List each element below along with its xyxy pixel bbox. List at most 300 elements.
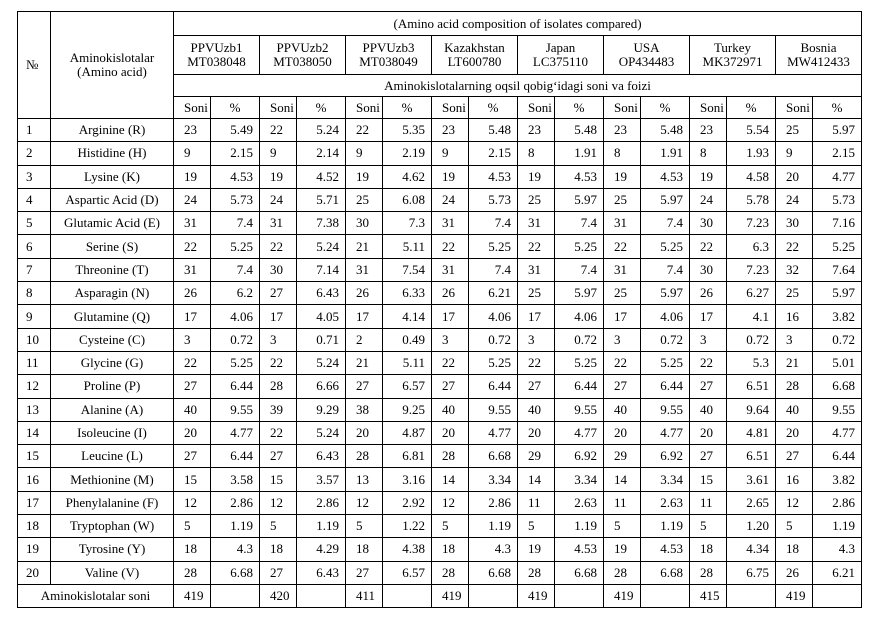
count-cell: 25 <box>604 188 641 211</box>
percent-cell: 6.75 <box>727 561 776 584</box>
isolate-name: Kazakhstan <box>444 40 505 55</box>
count-cell: 27 <box>690 375 727 398</box>
count-cell: 20 <box>346 421 383 444</box>
table-row <box>18 328 862 351</box>
percent-cell: 5.25 <box>469 351 518 374</box>
percent-cell: 4.53 <box>555 165 604 188</box>
count-cell: 18 <box>174 538 211 561</box>
amino-acid-name: Arginine (R) <box>51 119 174 142</box>
percent-cell: 7.64 <box>813 258 862 281</box>
count-cell: 14 <box>604 468 641 491</box>
amino-acid-header <box>51 12 174 119</box>
count-cell: 18 <box>690 538 727 561</box>
count-cell: 39 <box>260 398 297 421</box>
percent-cell: 5.24 <box>297 235 346 258</box>
soni-column-header: Soni <box>518 97 555 119</box>
percent-cell: 7.4 <box>555 212 604 235</box>
count-cell: 32 <box>776 258 813 281</box>
percent-cell: 0.72 <box>555 328 604 351</box>
amino-acid-name: Serine (S) <box>51 235 174 258</box>
count-cell: 26 <box>690 282 727 305</box>
count-cell: 22 <box>432 235 469 258</box>
row-number: 19 <box>18 538 51 561</box>
table-row <box>18 188 862 211</box>
isolate-header <box>604 36 690 75</box>
count-cell: 25 <box>518 282 555 305</box>
percent-cell: 5.97 <box>813 282 862 305</box>
count-cell: 20 <box>604 421 641 444</box>
amino-acid-header-line2: (Amino acid) <box>77 64 147 79</box>
percent-cell: 9.55 <box>211 398 260 421</box>
amino-acid-name: Histidine (H) <box>51 142 174 165</box>
count-cell: 27 <box>690 445 727 468</box>
percent-cell: 4.62 <box>383 165 432 188</box>
count-cell: 23 <box>690 119 727 142</box>
count-cell: 27 <box>346 561 383 584</box>
isolate-header <box>690 36 776 75</box>
count-cell: 24 <box>432 188 469 211</box>
count-cell: 25 <box>776 282 813 305</box>
count-cell: 27 <box>174 445 211 468</box>
soni-column-header: Soni <box>346 97 383 119</box>
percent-cell: 9.55 <box>641 398 690 421</box>
count-cell: 23 <box>604 119 641 142</box>
percent-cell: 5.48 <box>555 119 604 142</box>
soni-column-header: Soni <box>174 97 211 119</box>
percent-cell: 4.05 <box>297 305 346 328</box>
table-row <box>18 468 862 491</box>
count-cell: 40 <box>432 398 469 421</box>
document-page <box>17 11 862 608</box>
count-cell: 19 <box>432 165 469 188</box>
percent-cell: 2.86 <box>813 491 862 514</box>
count-cell: 26 <box>174 282 211 305</box>
percent-cell: 4.06 <box>469 305 518 328</box>
percent-cell: 2.19 <box>383 142 432 165</box>
count-cell: 22 <box>518 235 555 258</box>
row-number: 4 <box>18 188 51 211</box>
percent-cell: 5.25 <box>641 351 690 374</box>
percent-cell: 6.57 <box>383 561 432 584</box>
percent-cell: 5.25 <box>813 235 862 258</box>
percent-cell: 4.53 <box>641 538 690 561</box>
isolate-name: Turkey <box>713 40 752 55</box>
count-cell: 18 <box>346 538 383 561</box>
count-cell: 14 <box>518 468 555 491</box>
percent-cell: 5.97 <box>813 119 862 142</box>
percent-cell: 2.15 <box>469 142 518 165</box>
percent-cell: 5.35 <box>383 119 432 142</box>
count-cell: 38 <box>346 398 383 421</box>
percent-cell: 1.22 <box>383 515 432 538</box>
count-cell: 8 <box>690 142 727 165</box>
percent-column-header: % <box>383 97 432 119</box>
percent-cell: 4.34 <box>727 538 776 561</box>
count-cell: 27 <box>604 375 641 398</box>
percent-cell: 4.3 <box>469 538 518 561</box>
percent-cell: 3.61 <box>727 468 776 491</box>
percent-cell: 2.15 <box>813 142 862 165</box>
amino-acid-name: Leucine (L) <box>51 445 174 468</box>
isolate-header <box>260 36 346 75</box>
count-cell: 28 <box>604 561 641 584</box>
count-cell: 40 <box>174 398 211 421</box>
row-number: 10 <box>18 328 51 351</box>
percent-column-header: % <box>727 97 776 119</box>
count-cell: 11 <box>690 491 727 514</box>
count-cell: 12 <box>174 491 211 514</box>
percent-cell: 9.64 <box>727 398 776 421</box>
total-count: 419 <box>174 584 211 607</box>
count-cell: 28 <box>174 561 211 584</box>
percent-cell: 4.14 <box>383 305 432 328</box>
percent-cell: 5.25 <box>555 351 604 374</box>
count-cell: 27 <box>432 375 469 398</box>
count-cell: 28 <box>432 561 469 584</box>
count-cell: 19 <box>518 538 555 561</box>
percent-cell: 0.72 <box>641 328 690 351</box>
count-cell: 26 <box>776 561 813 584</box>
table-row <box>18 375 862 398</box>
count-cell: 29 <box>518 445 555 468</box>
count-cell: 22 <box>690 351 727 374</box>
percent-cell: 6.57 <box>383 375 432 398</box>
count-cell: 40 <box>776 398 813 421</box>
count-cell: 23 <box>174 119 211 142</box>
count-cell: 22 <box>174 351 211 374</box>
count-cell: 26 <box>346 282 383 305</box>
percent-cell: 7.4 <box>469 258 518 281</box>
percent-cell: 7.4 <box>469 212 518 235</box>
table-row <box>18 538 862 561</box>
percent-cell: 3.34 <box>555 468 604 491</box>
total-empty-cell <box>383 584 432 607</box>
table-row <box>18 561 862 584</box>
percent-cell: 6.44 <box>211 445 260 468</box>
count-cell: 22 <box>604 351 641 374</box>
isolate-accession: LC375110 <box>532 54 589 69</box>
count-cell: 22 <box>690 235 727 258</box>
percent-cell: 5.97 <box>555 282 604 305</box>
percent-cell: 4.3 <box>813 538 862 561</box>
count-cell: 9 <box>776 142 813 165</box>
amino-acid-name: Valine (V) <box>51 561 174 584</box>
percent-column-header: % <box>297 97 346 119</box>
count-cell: 12 <box>432 491 469 514</box>
count-cell: 12 <box>260 491 297 514</box>
percent-cell: 7.4 <box>211 258 260 281</box>
table-row <box>18 282 862 305</box>
count-cell: 40 <box>690 398 727 421</box>
isolate-name: Japan <box>545 40 576 55</box>
count-cell: 21 <box>346 351 383 374</box>
table-row <box>18 445 862 468</box>
count-cell: 20 <box>174 421 211 444</box>
percent-cell: 4.81 <box>727 421 776 444</box>
percent-cell: 2.65 <box>727 491 776 514</box>
amino-acid-name: Tyrosine (Y) <box>51 538 174 561</box>
total-label: Aminokislotalar soni <box>18 584 174 607</box>
count-cell: 5 <box>260 515 297 538</box>
percent-cell: 1.19 <box>211 515 260 538</box>
total-count: 419 <box>518 584 555 607</box>
row-number: 13 <box>18 398 51 421</box>
percent-cell: 7.54 <box>383 258 432 281</box>
count-cell: 24 <box>174 188 211 211</box>
isolate-name: PPVUzb2 <box>276 40 329 55</box>
percent-cell: 6.43 <box>297 282 346 305</box>
count-cell: 22 <box>260 351 297 374</box>
soni-column-header: Soni <box>690 97 727 119</box>
percent-cell: 4.77 <box>813 421 862 444</box>
percent-cell: 4.77 <box>469 421 518 444</box>
count-cell: 26 <box>432 282 469 305</box>
count-cell: 40 <box>604 398 641 421</box>
percent-cell: 5.48 <box>469 119 518 142</box>
percent-cell: 1.19 <box>641 515 690 538</box>
amino-acid-name: Tryptophan (W) <box>51 515 174 538</box>
total-count: 419 <box>432 584 469 607</box>
percent-cell: 6.2 <box>211 282 260 305</box>
count-cell: 30 <box>690 212 727 235</box>
percent-column-header: % <box>469 97 518 119</box>
total-empty-cell <box>469 584 518 607</box>
count-cell: 15 <box>174 468 211 491</box>
percent-cell: 6.3 <box>727 235 776 258</box>
count-cell: 27 <box>260 561 297 584</box>
count-cell: 22 <box>260 421 297 444</box>
isolate-accession: MT038048 <box>187 54 246 69</box>
percent-cell: 1.19 <box>813 515 862 538</box>
percent-cell: 5.71 <box>297 188 346 211</box>
row-number: 9 <box>18 305 51 328</box>
count-cell: 20 <box>690 421 727 444</box>
amino-acid-name: Isoleucine (I) <box>51 421 174 444</box>
count-cell: 25 <box>776 119 813 142</box>
percent-cell: 6.92 <box>641 445 690 468</box>
percent-cell: 5.73 <box>813 188 862 211</box>
count-cell: 30 <box>776 212 813 235</box>
percent-cell: 6.51 <box>727 375 776 398</box>
count-cell: 27 <box>260 282 297 305</box>
count-cell: 29 <box>604 445 641 468</box>
percent-cell: 7.38 <box>297 212 346 235</box>
amino-acid-name: Lysine (K) <box>51 165 174 188</box>
percent-cell: 5.01 <box>813 351 862 374</box>
amino-acid-table <box>17 11 862 608</box>
percent-cell: 5.54 <box>727 119 776 142</box>
count-cell: 30 <box>690 258 727 281</box>
percent-cell: 5.97 <box>555 188 604 211</box>
count-cell: 3 <box>690 328 727 351</box>
row-number: 1 <box>18 119 51 142</box>
count-cell: 40 <box>518 398 555 421</box>
row-number: 14 <box>18 421 51 444</box>
percent-cell: 6.21 <box>813 561 862 584</box>
count-cell: 15 <box>260 468 297 491</box>
percent-cell: 6.44 <box>555 375 604 398</box>
percent-cell: 4.87 <box>383 421 432 444</box>
count-cell: 19 <box>604 538 641 561</box>
count-cell: 9 <box>260 142 297 165</box>
percent-cell: 4.06 <box>211 305 260 328</box>
count-cell: 19 <box>518 165 555 188</box>
percent-cell: 6.21 <box>469 282 518 305</box>
amino-acid-name: Asparagin (N) <box>51 282 174 305</box>
count-cell: 31 <box>604 212 641 235</box>
count-cell: 22 <box>518 351 555 374</box>
count-cell: 31 <box>260 212 297 235</box>
soni-column-header: Soni <box>776 97 813 119</box>
percent-cell: 5.25 <box>211 235 260 258</box>
count-cell: 22 <box>260 235 297 258</box>
percent-column-header: % <box>555 97 604 119</box>
percent-cell: 1.19 <box>469 515 518 538</box>
percent-cell: 2.86 <box>469 491 518 514</box>
percent-cell: 5.11 <box>383 351 432 374</box>
percent-cell: 0.72 <box>469 328 518 351</box>
percent-cell: 5.24 <box>297 119 346 142</box>
percent-cell: 6.33 <box>383 282 432 305</box>
count-cell: 17 <box>174 305 211 328</box>
count-cell: 22 <box>604 235 641 258</box>
percent-cell: 0.49 <box>383 328 432 351</box>
percent-cell: 4.53 <box>555 538 604 561</box>
row-number: 5 <box>18 212 51 235</box>
percent-cell: 5.25 <box>469 235 518 258</box>
row-number: 8 <box>18 282 51 305</box>
count-cell: 27 <box>346 375 383 398</box>
count-cell: 23 <box>518 119 555 142</box>
count-cell: 28 <box>518 561 555 584</box>
count-cell: 28 <box>260 375 297 398</box>
count-cell: 25 <box>518 188 555 211</box>
table-row <box>18 165 862 188</box>
percent-cell: 1.19 <box>555 515 604 538</box>
count-cell: 23 <box>432 119 469 142</box>
count-cell: 27 <box>518 375 555 398</box>
soni-column-header: Soni <box>260 97 297 119</box>
count-cell: 30 <box>260 258 297 281</box>
percent-cell: 0.72 <box>211 328 260 351</box>
percent-cell: 6.68 <box>469 561 518 584</box>
percent-cell: 6.68 <box>211 561 260 584</box>
count-cell: 8 <box>518 142 555 165</box>
count-cell: 19 <box>690 165 727 188</box>
count-cell: 5 <box>518 515 555 538</box>
row-number: 12 <box>18 375 51 398</box>
count-cell: 15 <box>690 468 727 491</box>
amino-acid-name: Glutamic Acid (E) <box>51 212 174 235</box>
row-number: 18 <box>18 515 51 538</box>
percent-cell: 3.34 <box>641 468 690 491</box>
total-count: 415 <box>690 584 727 607</box>
count-cell: 17 <box>432 305 469 328</box>
isolate-name: Bosnia <box>800 40 837 55</box>
count-cell: 31 <box>518 212 555 235</box>
total-empty-cell <box>813 584 862 607</box>
percent-cell: 5.48 <box>641 119 690 142</box>
count-cell: 20 <box>776 165 813 188</box>
count-cell: 9 <box>432 142 469 165</box>
percent-cell: 4.53 <box>469 165 518 188</box>
count-cell: 17 <box>346 305 383 328</box>
count-cell: 5 <box>346 515 383 538</box>
percent-column-header: % <box>641 97 690 119</box>
row-number: 11 <box>18 351 51 374</box>
percent-cell: 4.77 <box>211 421 260 444</box>
count-cell: 12 <box>776 491 813 514</box>
total-empty-cell <box>641 584 690 607</box>
amino-acid-name: Methionine (M) <box>51 468 174 491</box>
amino-acid-name: Alanine (A) <box>51 398 174 421</box>
percent-cell: 5.78 <box>727 188 776 211</box>
percent-cell: 7.4 <box>555 258 604 281</box>
count-cell: 13 <box>346 468 383 491</box>
percent-cell: 2.86 <box>297 491 346 514</box>
percent-cell: 4.1 <box>727 305 776 328</box>
percent-column-header: % <box>211 97 260 119</box>
percent-cell: 5.97 <box>641 188 690 211</box>
count-cell: 25 <box>604 282 641 305</box>
count-cell: 25 <box>346 188 383 211</box>
count-cell: 18 <box>260 538 297 561</box>
count-cell: 17 <box>518 305 555 328</box>
percent-cell: 4.06 <box>555 305 604 328</box>
percent-cell: 6.43 <box>297 561 346 584</box>
count-cell: 9 <box>346 142 383 165</box>
count-cell: 28 <box>690 561 727 584</box>
comparison-header: (Amino acid composition of isolates compared) <box>174 12 862 36</box>
row-number: 2 <box>18 142 51 165</box>
percent-cell: 2.14 <box>297 142 346 165</box>
isolate-accession: MT038050 <box>273 54 332 69</box>
count-cell: 31 <box>174 212 211 235</box>
total-count: 419 <box>776 584 813 607</box>
count-cell: 19 <box>260 165 297 188</box>
isolate-name: USA <box>633 40 660 55</box>
count-cell: 31 <box>518 258 555 281</box>
count-cell: 11 <box>518 491 555 514</box>
percent-cell: 6.81 <box>383 445 432 468</box>
percent-cell: 9.55 <box>555 398 604 421</box>
count-cell: 31 <box>174 258 211 281</box>
percent-cell: 4.3 <box>211 538 260 561</box>
percent-cell: 4.77 <box>555 421 604 444</box>
isolate-header <box>174 36 260 75</box>
percent-cell: 5.25 <box>555 235 604 258</box>
isolate-accession: MW412433 <box>787 54 850 69</box>
count-cell: 27 <box>776 445 813 468</box>
count-cell: 5 <box>604 515 641 538</box>
percent-cell: 6.68 <box>641 561 690 584</box>
percent-cell: 6.08 <box>383 188 432 211</box>
count-cell: 18 <box>776 538 813 561</box>
percent-cell: 1.20 <box>727 515 776 538</box>
count-cell: 19 <box>604 165 641 188</box>
percent-cell: 6.66 <box>297 375 346 398</box>
row-number: 7 <box>18 258 51 281</box>
row-number: 3 <box>18 165 51 188</box>
percent-cell: 0.72 <box>727 328 776 351</box>
count-cell: 9 <box>174 142 211 165</box>
percent-cell: 9.25 <box>383 398 432 421</box>
percent-cell: 6.44 <box>211 375 260 398</box>
percent-cell: 6.68 <box>813 375 862 398</box>
percent-cell: 9.55 <box>813 398 862 421</box>
count-cell: 28 <box>346 445 383 468</box>
count-cell: 3 <box>260 328 297 351</box>
